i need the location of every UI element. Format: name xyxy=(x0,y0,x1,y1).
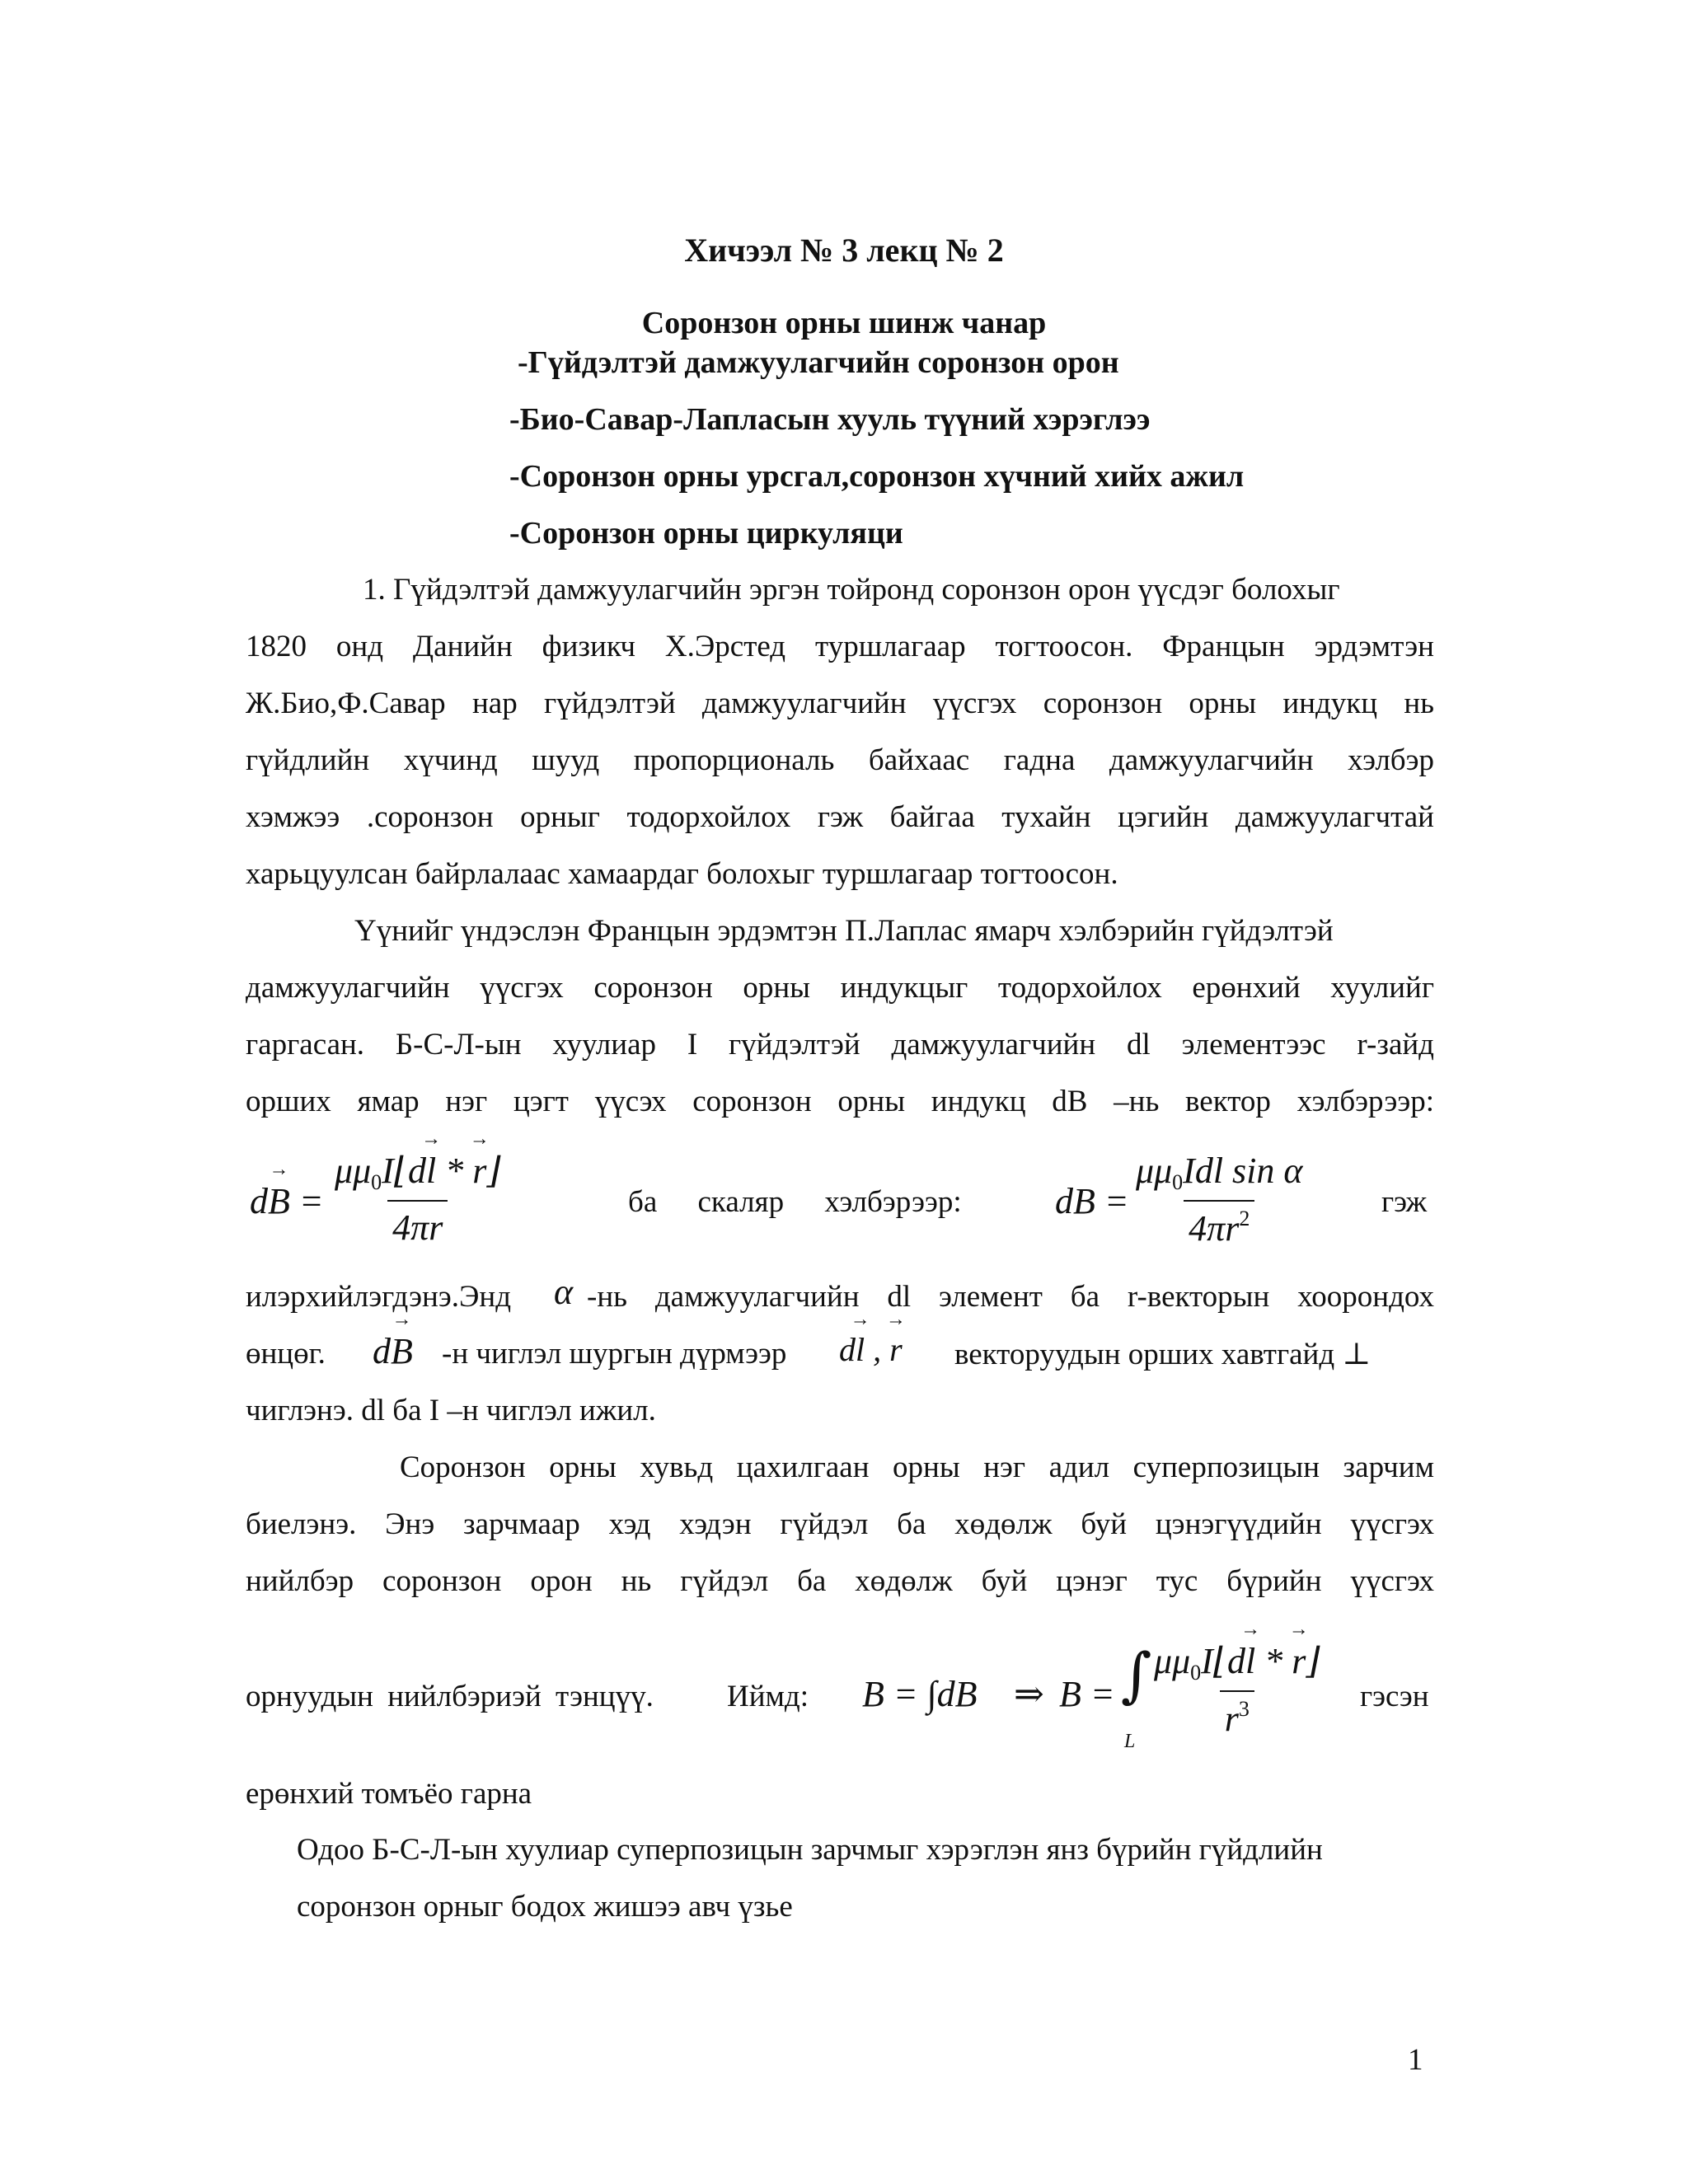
paragraph-line: векторуудын орших хавтгайд ⊥ xyxy=(954,1338,1372,1371)
paragraph-line: 1. Гүйдэлтэй дамжуулагчийн эргэн тойронд соронзон орон үүсдэг болохыг xyxy=(363,573,1340,607)
paragraph-line: Ж.Био,Ф.Савар нар гүйдэлтэй дамжуулагчийн үүсгэх соронзон орны индукц нь xyxy=(246,687,1434,720)
paragraph-line: соронзон орныг бодох жишээ авч үзье xyxy=(297,1890,793,1924)
formula-integral-sum: B = ∫dB xyxy=(862,1674,978,1714)
paragraph-line: -нь дамжуулагчийн dl элемент ба r-векторын хоорондох xyxy=(587,1280,1434,1314)
paragraph-line: биелэнэ. Энэ зарчмаар хэд хэдэн гүйдэл ба хөдөлж буй цэнэгүүдийн үүсгэх xyxy=(246,1507,1434,1541)
paragraph-line: гэсэн xyxy=(1360,1680,1429,1713)
paragraph-line: нийлбэр соронзон орон нь гүйдэл ба хөдөлж буй цэнэг тус бүрийн үүсгэх xyxy=(246,1564,1434,1598)
formula-connector-text: ба скаляр хэлбэрээр: xyxy=(628,1185,962,1219)
formula-integral-fraction: $\frac{\mu\mu_0I⌊d\to l * \to r⌋}{r^3}$ xyxy=(1149,1640,1325,1740)
paragraph-line: өнцөг. xyxy=(246,1337,326,1371)
paragraph-line: ерөнхий томъёо гарна xyxy=(246,1777,532,1811)
paragraph-line: гүйдлийн хүчинд шууд пропорциональ байхаас гадна дамжуулагчийн хэлбэр xyxy=(246,743,1434,777)
paragraph-line: хэмжээ .соронзон орныг тодорхойлох гэж байгаа тухайн цэгийн дамжуулагчтай xyxy=(246,800,1434,834)
paragraph-line: Иймд: xyxy=(727,1680,809,1713)
formula-scalar-lhs: dB = xyxy=(1055,1181,1129,1221)
paragraph-line: Соронзон орны хувьд цахилгаан орны нэг адил суперпозицын зарчим xyxy=(400,1451,1434,1484)
page-number: 1 xyxy=(1408,2043,1423,2077)
paragraph-line: илэрхийлэгдэнэ.Энд xyxy=(246,1280,512,1314)
integral-symbol: ∫ xyxy=(1121,1640,1152,1709)
lecture-title: Хичээл № 3 лекц № 2 xyxy=(684,232,1004,269)
vector-dB-symbol: d→ B xyxy=(373,1330,413,1372)
topic-heading: Соронзон орны шинж чанар xyxy=(641,306,1047,340)
paragraph-line: орших ямар нэг цэгт үүсэх соронзон орны индукц dB –нь вектор хэлбэрээр: xyxy=(246,1085,1434,1118)
integral-lower-limit: L xyxy=(1124,1731,1136,1752)
implies-symbol: ⇒ xyxy=(1014,1674,1044,1714)
topic-item: -Соронзон орны циркуляци xyxy=(509,516,903,551)
paragraph-line: гаргасан. Б-С-Л-ын хуулиар I гүйдэлтэй дамжуулагчийн dl элементээс r-зайд xyxy=(246,1028,1434,1062)
paragraph-line: 1820 онд Данийн физикч Х.Эрстед туршлагаар тогтоосон. Францын эрдэмтэн xyxy=(246,630,1434,663)
formula-B-lhs: B = xyxy=(1059,1674,1115,1714)
paragraph-line: харьцуулсан байрлалаас хамаардаг болохыг туршлагаар тогтоосон. xyxy=(246,857,1118,891)
paragraph-line: дамжуулагчийн үүсгэх соронзон орны индукцыг тодорхойлох ерөнхий хуулийг xyxy=(246,971,1434,1005)
alpha-symbol: α xyxy=(554,1272,574,1312)
paragraph-line: чиглэнэ. dl ба I –н чиглэл ижил. xyxy=(246,1394,656,1427)
formula-vector-fraction: $\frac{\mu\mu_0I⌊d\to l * \to r⌋}{4\pi r}$ xyxy=(330,1150,506,1249)
vector-dl-r-symbol: d→ l , → r xyxy=(839,1330,903,1369)
topic-item: -Гүйдэлтэй дамжуулагчийн соронзон орон xyxy=(518,345,1119,380)
paragraph-line: -н чиглэл шургын дүрмээр xyxy=(442,1337,787,1371)
paragraph-line: Үүнийг үндэслэн Францын эрдэмтэн П.Лаплас ямарч хэлбэрийн гүйдэлтэй xyxy=(354,914,1334,948)
topic-item: -Соронзон орны урсгал,соронзон хүчний хийх ажил xyxy=(509,459,1245,494)
topic-item: -Био-Савар-Лапласын хууль түүний хэрэглээ xyxy=(509,402,1151,437)
formula-scalar-fraction: $\mu\mu_0Idl$ sin α $4\pi r^2$ xyxy=(1136,1151,1303,1249)
formula-vector-lhs: d→ B = xyxy=(250,1180,324,1222)
paragraph-line: орнуудын нийлбэриэй тэнцүү. xyxy=(246,1680,654,1713)
paragraph-line: Одоо Б-С-Л-ын хуулиар суперпозицын зарчмыг хэрэглэн янз бүрийн гүйдлийн xyxy=(297,1833,1323,1867)
formula-line-end-text: гэж xyxy=(1381,1185,1428,1219)
